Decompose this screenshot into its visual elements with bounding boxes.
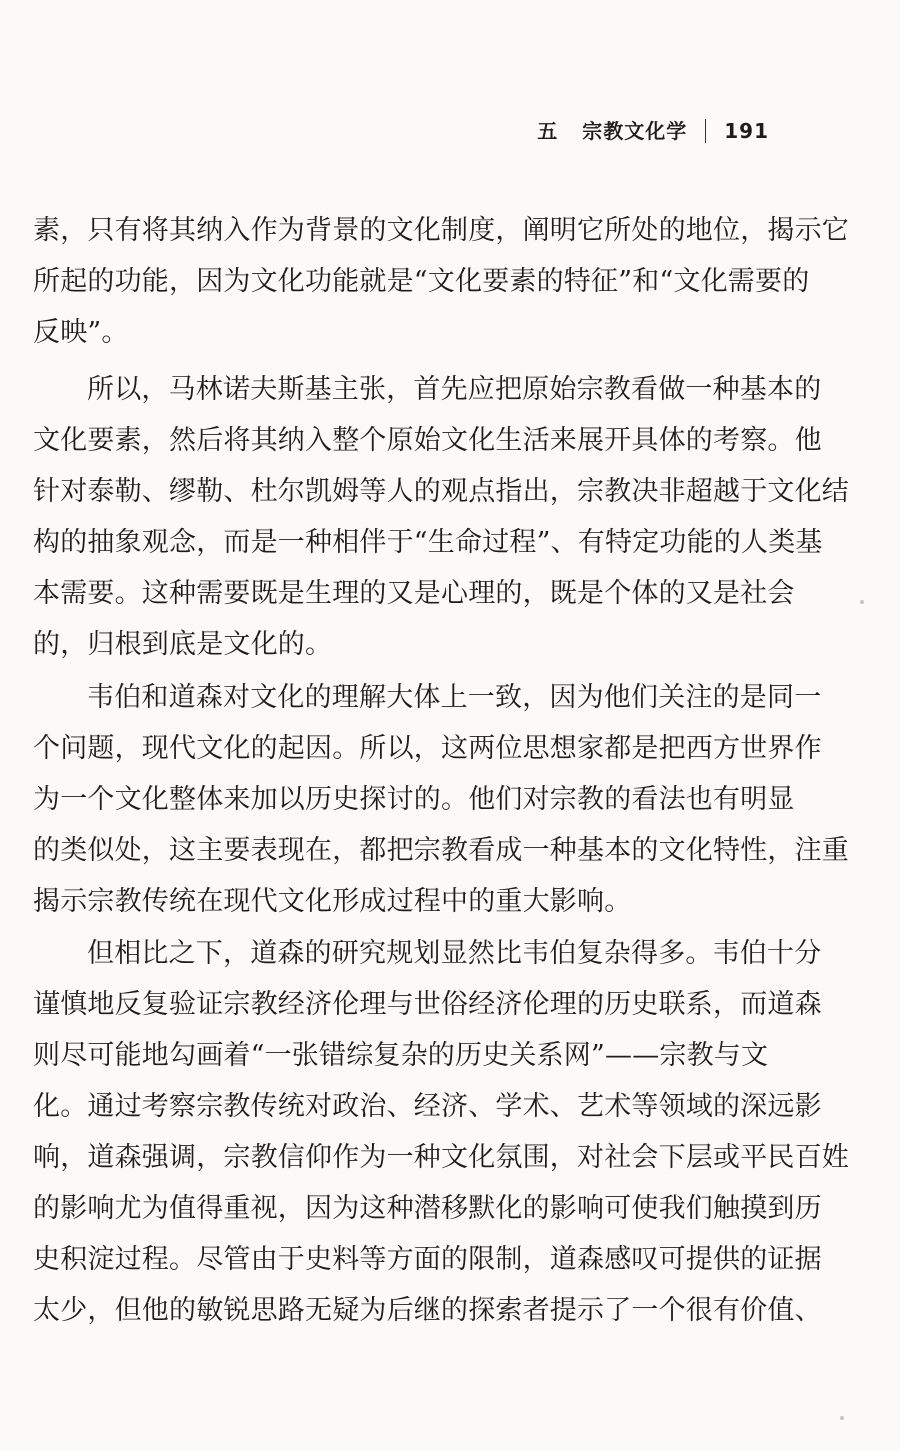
text-line-13: 的类似处，这主要表现在，都把宗教看成一种基本的文化特性，注重 xyxy=(33,835,849,866)
text-line-20: 的影响尤为值得重视，因为这种潜移默化的影响可使我们触摸到历 xyxy=(33,1193,822,1224)
text-line-22: 太少，但他的敏锐思路无疑为后继的探索者提示了一个很有价值、 xyxy=(33,1295,822,1326)
chapter-number: 五 xyxy=(537,119,559,143)
text-line-12: 为一个文化整体来加以历史探讨的。他们对宗教的看法也有明显 xyxy=(33,784,795,815)
text-line-14: 揭示宗教传统在现代文化形成过程中的重大影响。 xyxy=(33,886,632,917)
text-line-9: 的，归根到底是文化的。 xyxy=(33,629,333,660)
text-line-17: 则尽可能地勾画着“一张错综复杂的历史关系网”——宗教与文 xyxy=(33,1040,769,1071)
text-line-3: 反映”。 xyxy=(33,317,129,348)
page-number: 191 xyxy=(724,119,769,143)
chapter-title: 宗教文化学 xyxy=(582,119,688,143)
text-line-7: 构的抽象观念，而是一种相伴于“生命过程”、有特定功能的人类基 xyxy=(33,527,823,558)
text-line-4: 所以，马林诺夫斯基主张，首先应把原始宗教看做一种基本的 xyxy=(87,374,822,405)
text-line-15: 但相比之下，道森的研究规划显然比韦伯复杂得多。韦伯十分 xyxy=(87,938,822,969)
text-line-19: 响，道森强调，宗教信仰作为一种文化氛围，对社会下层或平民百姓 xyxy=(33,1142,849,1173)
text-line-5: 文化要素，然后将其纳入整个原始文化生活来展开具体的考察。他 xyxy=(33,425,822,456)
text-line-8: 本需要。这种需要既是生理的又是心理的，既是个体的又是社会 xyxy=(33,578,795,609)
text-line-18: 化。通过考察宗教传统对政治、经济、学术、艺术等领域的深远影 xyxy=(33,1091,822,1122)
text-line-2: 所起的功能，因为文化功能就是“文化要素的特征”和“文化需要的 xyxy=(33,266,810,297)
paper-speck xyxy=(840,1416,844,1420)
text-line-6: 针对泰勒、缪勒、杜尔凯姆等人的观点指出，宗教决非超越于文化结 xyxy=(33,476,849,507)
text-line-11: 个问题，现代文化的起因。所以，这两位思想家都是把西方世界作 xyxy=(33,733,822,764)
paper-speck xyxy=(860,600,864,604)
text-line-21: 史积淀过程。尽管由于史料等方面的限制，道森感叹可提供的证据 xyxy=(33,1244,822,1275)
header-separator xyxy=(705,119,706,143)
text-line-1: 素，只有将其纳入作为背景的文化制度，阐明它所处的地位，揭示它 xyxy=(33,215,849,246)
text-line-10: 韦伯和道森对文化的理解大体上一致，因为他们关注的是同一 xyxy=(87,682,822,713)
running-header xyxy=(537,118,769,144)
text-line-16: 谨慎地反复验证宗教经济伦理与世俗经济伦理的历史联系，而道森 xyxy=(33,989,822,1020)
